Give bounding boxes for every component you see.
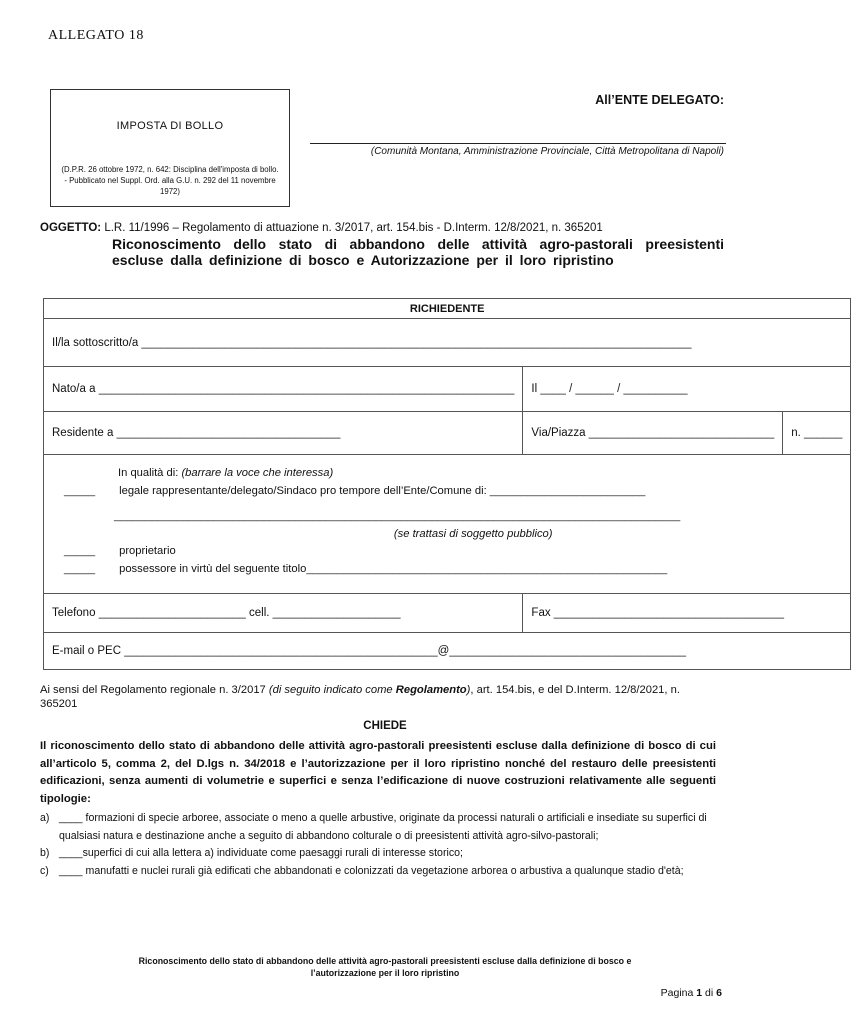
nato-field[interactable]: _________________________________________________________________ — [98, 383, 515, 395]
cell-field[interactable]: ____________________ — [272, 607, 401, 619]
fax-cell[interactable] — [523, 594, 851, 633]
residente-cell[interactable] — [44, 412, 523, 455]
oggetto-line — [40, 222, 603, 234]
numero-field[interactable]: ______ — [804, 427, 843, 439]
ente-pubblico-field[interactable]: ___________________________________________________________________________________________ — [114, 510, 681, 522]
page-footer — [0, 955, 770, 979]
page-current: 1 — [696, 987, 703, 999]
page-number — [661, 987, 722, 999]
proprietario-line — [64, 543, 842, 561]
possessore-checkbox[interactable]: _____ — [64, 562, 96, 575]
footer-line-1: Riconoscimento dello stato di abbandono delle attività agro-pastorali preesistenti escluse dalla definizione di bosco e — [138, 956, 632, 966]
telefono-cell[interactable] — [44, 594, 523, 633]
bollo-title: IMPOSTA DI BOLLO — [116, 120, 224, 132]
sensi-pre: Ai sensi del Regolamento regionale n. 3/2017 — [40, 684, 266, 696]
cell-label: cell. — [249, 607, 270, 619]
proprietario-label: proprietario — [119, 545, 176, 557]
email-label: E-mail o PEC — [52, 645, 122, 657]
telefono-field[interactable]: _______________________ — [98, 607, 246, 619]
titolo-field[interactable]: __________________________________________________________ — [306, 562, 668, 575]
nato-label: Nato/a a — [52, 383, 96, 395]
numero-label: n. — [791, 427, 801, 439]
richiedente-table — [43, 298, 851, 670]
pubblico-note-text: (se trattasi di soggetto pubblico) — [393, 527, 553, 540]
list-item — [40, 845, 716, 863]
nato-cell[interactable] — [44, 367, 523, 412]
data-nascita-cell[interactable] — [523, 367, 851, 412]
oggetto-label: OGGETTO: — [40, 222, 102, 234]
sottoscritto-field[interactable]: ______________________________________________________________________________________ — [141, 336, 692, 349]
list-item — [40, 863, 716, 881]
sensi-post: , art. 154.bis, e del D.Interm. 12/8/2021, n. 365201 — [40, 684, 680, 710]
fax-field[interactable]: ____________________________________ — [553, 607, 785, 619]
numero-cell[interactable] — [783, 412, 851, 455]
via-field[interactable]: _____________________________ — [588, 427, 775, 439]
possessore-label: possessore in virtù del seguente titolo — [119, 562, 307, 575]
qualita-note: (barrare la voce che interessa) — [181, 467, 334, 479]
possessore-line — [64, 561, 842, 579]
il-label: Il — [531, 383, 538, 395]
at-sign: @ — [437, 645, 450, 657]
richiedente-header: RICHIEDENTE — [44, 299, 851, 319]
legale-label: legale rappresentante/delegato/Sindaco pro tempore dell’Ente/Comune di: — [119, 484, 487, 497]
list-item-text: ____ formazioni di specie arboree, associate o meno a quelle arbustive, originate da processi naturali o artificiali e insediate su superfici di qualsiasi natura e destinazione anche a seguito di abbandono colturale o di preesistenti attività agro-silvo-pastorali; — [59, 812, 707, 842]
list-item-text: ____superfici di cui alla lettera a) individuate come paesaggi rurali di interesse storico; — [59, 847, 463, 859]
via-cell[interactable] — [523, 412, 783, 455]
data-nascita-field[interactable]: ____ / ______ / __________ — [540, 383, 688, 395]
qualita-label: In qualità di: — [118, 467, 179, 479]
residente-field[interactable]: ___________________________________ — [116, 427, 341, 439]
page-total: 6 — [716, 987, 722, 999]
tipologie-list — [40, 810, 716, 880]
allegato-label: ALLEGATO 18 — [48, 28, 144, 43]
legale-line — [64, 483, 842, 501]
qualita-cell — [44, 455, 851, 594]
sensi-regolamento: Regolamento — [395, 684, 467, 696]
ente-delegato-field[interactable] — [310, 143, 726, 144]
list-item — [40, 810, 716, 845]
list-marker: a) — [40, 812, 50, 824]
page-label: Pagina — [660, 987, 694, 999]
sensi-italic-post: ) — [466, 684, 471, 696]
oggetto-ref: L.R. 11/1996 – Regolamento di attuazione n. 3/2017, art. 154.bis - D.Interm. 12/8/2021, n. 365201 — [104, 222, 603, 234]
page-of: di — [705, 987, 714, 999]
email-user-field[interactable]: _________________________________________________ — [124, 645, 438, 657]
qualita-intro-line — [64, 465, 842, 483]
oggetto-subject: Riconoscimento dello stato di abbandono delle attività agro-pastorali preesistenti escluse dalla definizione di bosco e Autorizzazione per il loro ripristino — [112, 236, 724, 268]
pubblico-note — [64, 526, 842, 544]
proprietario-checkbox[interactable]: _____ — [64, 545, 96, 557]
residente-label: Residente a — [52, 427, 114, 439]
legale-checkbox[interactable]: _____ — [64, 484, 96, 497]
sensi-italic-pre: (di seguito indicato come — [268, 684, 393, 696]
ai-sensi-paragraph — [40, 683, 716, 711]
via-label: Via/Piazza — [531, 427, 586, 439]
list-item-text: ____ manufatti e nuclei rurali già edificati che abbandonati e colonizzati da vegetazione arborea o arbustiva a qualunque stadio d'età; — [59, 864, 684, 877]
fax-label: Fax — [531, 607, 551, 619]
sottoscritto-row[interactable] — [44, 319, 851, 367]
ente-delegato-title: All’ENTE DELEGATO: — [595, 93, 724, 107]
email-cell[interactable] — [44, 633, 851, 670]
list-marker: b) — [40, 847, 50, 859]
comune-field[interactable]: _________________________ — [489, 484, 646, 497]
footer-line-2: l’autorizzazione per il loro ripristino — [310, 968, 460, 978]
email-domain-field[interactable]: _____________________________________ — [449, 645, 686, 657]
sottoscritto-label: Il/la sottoscritto/a — [52, 336, 139, 349]
chiede-title: CHIEDE — [363, 720, 407, 732]
bollo-note: (D.P.R. 26 ottobre 1972, n. 642: Disciplina dell'imposta di bollo. - Pubblicato nel Suppl. Ord. alla G.U. n. 292 del 11 novembre 1972) — [61, 165, 279, 196]
ente-delegato-subtitle: (Comunità Montana, Amministrazione Provinciale, Città Metropolitana di Napoli) — [370, 146, 724, 157]
telefono-label: Telefono — [52, 607, 96, 619]
list-marker: c) — [40, 864, 49, 877]
chiede-paragraph: Il riconoscimento dello stato di abbandono delle attività agro-pastorali preesistenti escluse dalla definizione di bosco di cui all’articolo 5, comma 2, del D.lgs n. 34/2018 e l’autorizzazione per il loro ripristino nonché del restauro delle preesistenti edificazioni, senza aumenti di volumetrie e superfici e senza l’edificazione di nuove costruzioni relativamente alle seguenti tipologie: — [40, 740, 716, 805]
imposta-bollo-box — [50, 89, 290, 207]
